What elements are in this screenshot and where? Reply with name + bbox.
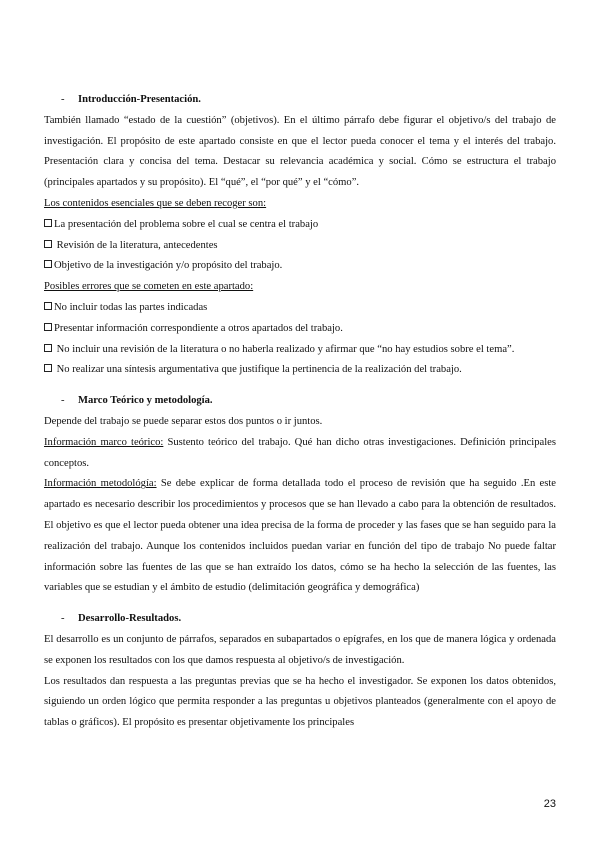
list-item-text: Revisión de la literatura, antecedentes xyxy=(56,239,218,251)
checkbox-square-icon xyxy=(44,219,52,227)
list-item-text: Objetivo de la investigación y/o propósito del trabajo. xyxy=(54,260,283,272)
page-content xyxy=(44,90,556,734)
list-item-text: Presentar información correspondiente a otros apartados del trabajo. xyxy=(54,322,343,334)
checkbox-square-icon xyxy=(44,323,52,331)
list-item xyxy=(44,319,556,340)
checkbox-square-icon xyxy=(44,260,52,268)
method-label: Información metodológía: xyxy=(44,478,157,490)
heading-dash: - xyxy=(61,613,65,625)
checkbox-square-icon xyxy=(44,344,52,352)
heading-title: Marco Teórico y metodología. xyxy=(78,395,213,407)
page-number: 23 xyxy=(543,798,556,810)
errors-heading: Posibles errores que se cometen en este apartado: xyxy=(44,281,254,293)
theory-text: Sustento teórico del trabajo. Qué han dicho otras investigaciones. Definición principales conceptos. xyxy=(44,436,556,469)
list-item-text: No incluir todas las partes indicadas xyxy=(54,301,208,313)
list-item xyxy=(44,360,556,381)
list-item xyxy=(44,256,556,277)
list-item-text: No incluir una revisión de la literatura o no haberla realizado y afirmar que “no hay estudios sobre el tema”. xyxy=(56,343,515,355)
list-item xyxy=(44,340,556,361)
list-item xyxy=(44,236,556,257)
contents-heading: Los contenidos esenciales que se deben recoger son: xyxy=(44,197,267,209)
list-item-text: No realizar una síntesis argumentativa que justifique la pertinencia de la realización del trabajo. xyxy=(56,364,462,376)
intro-paragraph: También llamado “estado de la cuestión” (objetivos). En el último párrafo debe figurar el objetivo/s del trabajo de investigación. El propósito de este apartado consiste en que el lector pueda conocer el tema y el interés del trabajo. Presentación clara y concisa del tema. Destacar su relevancia académica y social. Cómo se estructura el trabajo (principales apartados y su propósito). El “qué”, el “por qué” y el “cómo”. xyxy=(44,114,556,189)
marco-intro: Depende del trabajo se puede separar estos dos puntos o ir juntos. xyxy=(44,415,323,427)
checkbox-square-icon xyxy=(44,302,52,310)
theory-label: Información marco teórico: xyxy=(44,436,164,448)
method-paragraph xyxy=(44,474,556,599)
heading-dash: - xyxy=(61,94,65,105)
resultados-paragraph: Los resultados dan respuesta a las preguntas previas que se ha hecho el investigador. Se exponen los datos obtenidos, siguiendo un orden lógico que permita responder a las preguntas u objetivos planteados (generalmente con el apoyo de tablas o gráficos). El propósito es presentar objetivamente los principales xyxy=(44,675,556,729)
checkbox-square-icon xyxy=(44,240,52,248)
list-item xyxy=(44,215,556,236)
heading-title: Introducción-Presentación. xyxy=(78,94,201,105)
section-heading-intro xyxy=(44,90,556,111)
theory-paragraph xyxy=(44,433,556,475)
section-heading-marco xyxy=(44,391,556,412)
heading-title: Desarrollo-Resultados. xyxy=(78,613,182,625)
method-text: Se debe explicar de forma detallada todo el proceso de revisión que ha seguido .En este apartado es necesario describir los procedimientos y procesos que se han llevado a cabo para la obtención de resultados. El objetivo es que el lector pueda obtener una idea precisa de la forma de proceder y las fases que se han seguido para la realización del trabajo. Aunque los contenidos incluidos puedan variar en función del tipo de trabajo No puede faltar información sobre las fuentes de las que se han extraído los datos, cómo se ha hecho la selección de las fuentes, las variables que se estudian y el ámbito de estudio (delimitación geográfica y demográfica) xyxy=(44,478,556,594)
list-item xyxy=(44,298,556,319)
desarrollo-paragraph: El desarrollo es un conjunto de párrafos, separados en subapartados o epígrafes, en los que de manera lógica y ordenada se exponen los resultados con los que damos respuesta al objetivo/s de investigación. xyxy=(44,633,556,666)
heading-dash: - xyxy=(61,395,65,407)
checkbox-square-icon xyxy=(44,364,52,372)
section-heading-desarrollo xyxy=(44,609,556,630)
list-item-text: La presentación del problema sobre el cual se centra el trabajo xyxy=(54,218,319,230)
